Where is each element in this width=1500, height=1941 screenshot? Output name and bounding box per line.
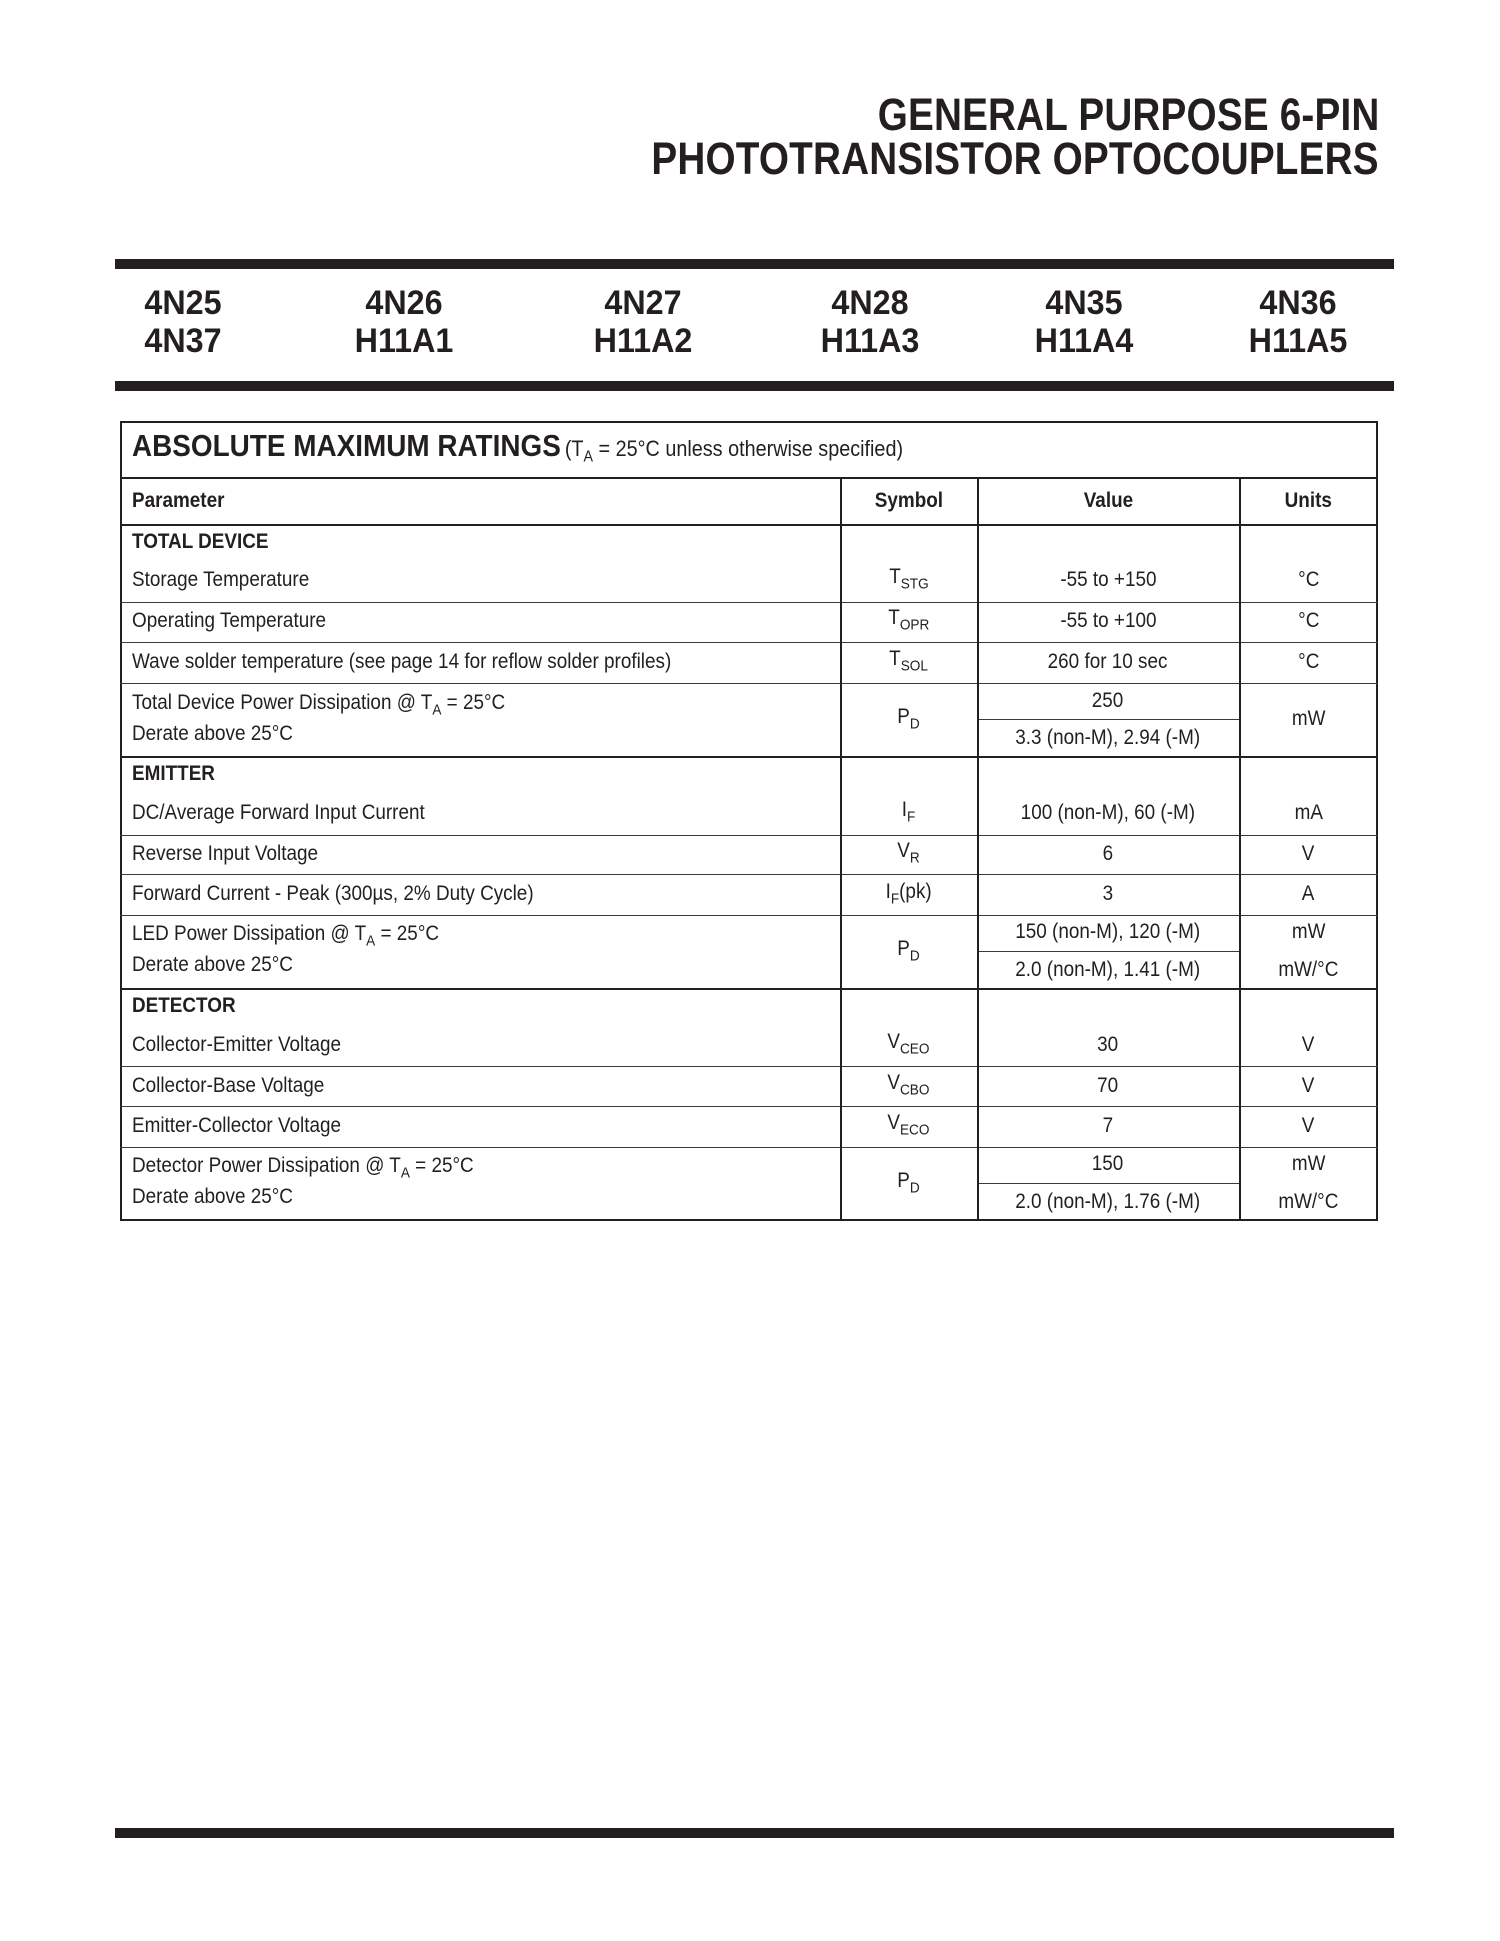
value-subdivider xyxy=(978,719,1240,720)
row-divider xyxy=(120,915,1378,916)
value-cell: -55 to +100 xyxy=(1059,609,1157,632)
value-subdivider xyxy=(978,1183,1240,1184)
unit-cell: °C xyxy=(1297,568,1320,591)
part-number: 4N25 4N37 xyxy=(144,284,222,360)
symbol-cell: $V_{CEO}$ xyxy=(887,1030,930,1058)
top-rule xyxy=(115,259,1394,269)
symbol-cell: $P_D$ xyxy=(897,705,920,733)
parameter-cell: Emitter-Collector Voltage xyxy=(132,1114,342,1137)
part-number: 4N36 H11A5 xyxy=(1248,284,1348,360)
parameter-cell: Collector-Emitter Voltage xyxy=(132,1033,342,1056)
unit-cell: mW xyxy=(1291,707,1326,730)
unit-cell: °C xyxy=(1297,650,1320,673)
symbol-cell: $T_{SOL}$ xyxy=(889,647,928,675)
symbol-cell: $V_{ECO}$ xyxy=(887,1111,930,1139)
row-divider xyxy=(120,1147,1378,1148)
parameter-cell: Reverse Input Voltage xyxy=(132,842,318,865)
row-divider xyxy=(120,477,1378,479)
symbol-cell: $T_{STG}$ xyxy=(888,565,929,593)
unit-cell: mA xyxy=(1294,801,1323,824)
symbol-cell: $T_{OPR}$ xyxy=(887,606,930,634)
page-title-line2: PHOTOTRANSISTOR OPTOCOUPLERS xyxy=(651,133,1379,184)
value-cell: 30 xyxy=(1097,1033,1119,1056)
value-cell-derate: 2.0 (non-M), 1.76 (-M) xyxy=(1015,1190,1201,1213)
value-cell: 100 (non-M), 60 (-M) xyxy=(1020,801,1196,824)
group-heading-emitter: EMITTER xyxy=(132,762,215,785)
table-title-condition: ($T_A = 25^\circ C$ unless otherwise specified) xyxy=(564,436,904,466)
column-header-units: Units xyxy=(1284,489,1333,512)
row-divider xyxy=(120,835,1378,836)
parameter-cell-derate: Derate above 25°C xyxy=(132,722,293,745)
parameter-cell: Wave solder temperature (see page 14 for reflow solder profiles) xyxy=(132,650,672,673)
page-title-line1: GENERAL PURPOSE 6-PIN xyxy=(877,89,1379,140)
symbol-cell: $I_F(pk)$ xyxy=(885,880,932,908)
parameter-cell: Forward Current - Peak (300µs, 2% Duty Cycle) xyxy=(132,882,534,905)
value-cell: -55 to +150 xyxy=(1059,568,1157,591)
value-cell: 6 xyxy=(1102,842,1114,865)
parameter-cell-derate: Derate above 25°C xyxy=(132,953,293,976)
parameter-cell: Storage Temperature xyxy=(132,568,310,591)
part-number: 4N35 H11A4 xyxy=(1034,284,1134,360)
unit-cell-derate: mW/°C xyxy=(1278,958,1339,981)
unit-cell: A xyxy=(1302,882,1315,905)
value-cell-derate: 2.0 (non-M), 1.41 (-M) xyxy=(1015,958,1201,981)
value-cell-derate: 3.3 (non-M), 2.94 (-M) xyxy=(1015,726,1201,749)
symbol-cell: $P_D$ xyxy=(897,1169,920,1197)
unit-cell: V xyxy=(1302,842,1315,865)
parameter-cell: Operating Temperature xyxy=(132,609,327,632)
value-cell: 260 for 10 sec xyxy=(1048,650,1168,673)
row-divider xyxy=(120,988,1378,990)
unit-cell: mW xyxy=(1291,920,1326,943)
value-cell: 250 xyxy=(1092,689,1124,712)
value-cell: 70 xyxy=(1097,1074,1119,1097)
symbol-cell: $V_R$ xyxy=(897,839,920,867)
parameter-cell-derate: Derate above 25°C xyxy=(132,1185,293,1208)
group-heading-detector: DETECTOR xyxy=(132,994,236,1017)
value-cell: 150 (non-M), 120 (-M) xyxy=(1015,920,1201,943)
row-divider xyxy=(120,1066,1378,1067)
part-number: 4N26 H11A1 xyxy=(354,284,454,360)
column-header-parameter: Parameter xyxy=(132,489,225,512)
value-subdivider xyxy=(978,951,1240,952)
parameter-cell: Collector-Base Voltage xyxy=(132,1074,325,1097)
unit-cell: °C xyxy=(1297,609,1320,632)
part-number: 4N27 H11A2 xyxy=(593,284,693,360)
value-cell: 3 xyxy=(1102,882,1114,905)
symbol-cell: $P_D$ xyxy=(897,937,920,965)
unit-cell: V xyxy=(1302,1074,1315,1097)
unit-cell: mW xyxy=(1291,1152,1326,1175)
group-heading-total-device: TOTAL DEVICE xyxy=(132,530,269,553)
row-divider xyxy=(120,524,1378,526)
column-header-value: Value xyxy=(1083,489,1133,512)
table-title xyxy=(132,428,903,464)
table-title-text: ABSOLUTE MAXIMUM RATINGS xyxy=(132,428,561,463)
symbol-cell: $I_F$ xyxy=(901,798,916,826)
unit-cell: V xyxy=(1302,1114,1315,1137)
parameter-cell: Total Device Power Dissipation @ $T_A = 25^\circ C$ xyxy=(132,691,506,719)
footer-rule xyxy=(115,1828,1394,1838)
parameter-cell: DC/Average Forward Input Current xyxy=(132,801,425,824)
parameter-cell: LED Power Dissipation @ $T_A = 25^\circ C$ xyxy=(132,922,440,950)
value-cell: 7 xyxy=(1102,1114,1114,1137)
unit-cell-derate: mW/°C xyxy=(1278,1190,1339,1213)
part-number: 4N28 H11A3 xyxy=(820,284,920,360)
row-divider xyxy=(120,683,1378,684)
value-cell: 150 xyxy=(1092,1152,1124,1175)
unit-cell: V xyxy=(1302,1033,1315,1056)
row-divider xyxy=(120,642,1378,643)
symbol-cell: $V_{CBO}$ xyxy=(887,1071,930,1099)
row-divider xyxy=(120,1106,1378,1107)
row-divider xyxy=(120,756,1378,758)
column-header-symbol: Symbol xyxy=(874,489,943,512)
parameter-cell: Detector Power Dissipation @ $T_A = 25^\circ C$ xyxy=(132,1154,474,1182)
row-divider xyxy=(120,602,1378,603)
band-bottom-rule xyxy=(115,381,1394,391)
row-divider xyxy=(120,874,1378,875)
